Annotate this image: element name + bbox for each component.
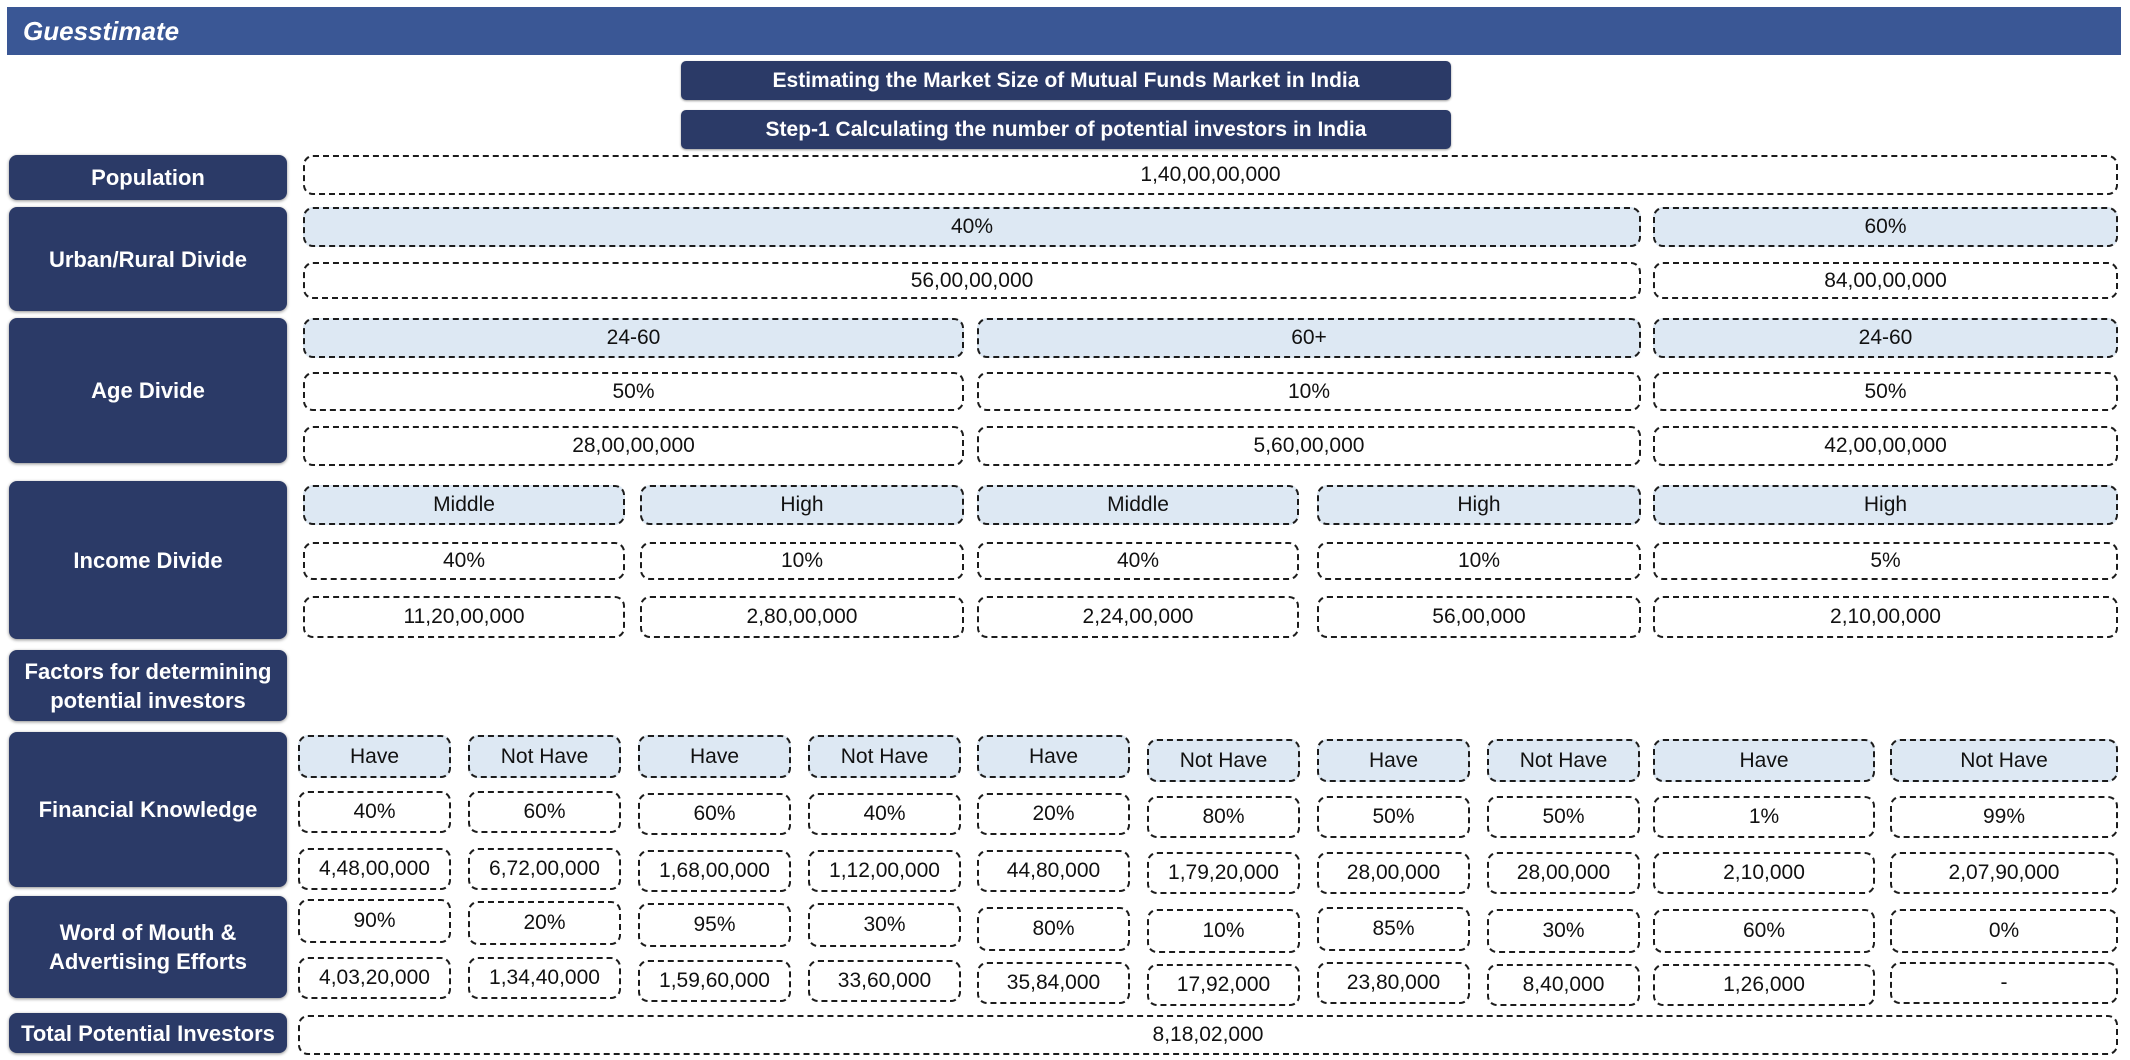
factors-label: Factors for determining potential investors	[9, 650, 287, 721]
age-count-2: 5,60,00,000	[977, 426, 1641, 466]
fk-count-1: 4,48,00,000	[298, 848, 451, 890]
wom-pct-4: 30%	[808, 903, 961, 947]
wom-pct-5: 80%	[977, 907, 1130, 951]
income-pct-4: 10%	[1317, 542, 1641, 580]
income-pct-2: 10%	[640, 542, 964, 580]
wom-count-4: 33,60,000	[808, 960, 961, 1002]
fk-pct-2: 60%	[468, 791, 621, 833]
wom-pct-6: 10%	[1147, 909, 1300, 953]
age-count-1: 28,00,00,000	[303, 426, 964, 466]
urban-pct: 40%	[303, 207, 1641, 247]
fk-count-6: 1,79,20,000	[1147, 852, 1300, 894]
wom-pct-3: 95%	[638, 903, 791, 947]
income-label-4: High	[1317, 485, 1641, 525]
wom-count-7: 23,80,000	[1317, 962, 1470, 1004]
fk-label-10: Not Have	[1890, 739, 2118, 782]
app-title-bar: Guesstimate	[7, 7, 2121, 55]
financial-knowledge-label: Financial Knowledge	[9, 732, 287, 887]
income-label-5: High	[1653, 485, 2118, 525]
fk-pct-9: 1%	[1653, 796, 1875, 838]
fk-count-5: 44,80,000	[977, 850, 1130, 892]
age-label-1: 24-60	[303, 318, 964, 358]
wom-count-3: 1,59,60,000	[638, 960, 791, 1002]
urban-count: 56,00,00,000	[303, 262, 1641, 299]
age-label-2: 60+	[977, 318, 1641, 358]
population-label: Population	[9, 155, 287, 200]
fk-pct-5: 20%	[977, 793, 1130, 835]
income-count-3: 2,24,00,000	[977, 596, 1299, 638]
main-heading: Estimating the Market Size of Mutual Funds Market in India	[681, 61, 1451, 100]
rural-pct: 60%	[1653, 207, 2118, 247]
wom-count-6: 17,92,000	[1147, 964, 1300, 1006]
fk-label-7: Have	[1317, 739, 1470, 782]
wom-count-1: 4,03,20,000	[298, 957, 451, 999]
fk-count-4: 1,12,00,000	[808, 850, 961, 892]
fk-count-9: 2,10,000	[1653, 852, 1875, 894]
wom-pct-7: 85%	[1317, 907, 1470, 951]
fk-pct-3: 60%	[638, 793, 791, 835]
fk-label-5: Have	[977, 735, 1130, 778]
rural-count: 84,00,00,000	[1653, 262, 2118, 299]
wom-pct-8: 30%	[1487, 909, 1640, 953]
income-pct-5: 5%	[1653, 542, 2118, 580]
total-investors-value: 8,18,02,000	[298, 1015, 2118, 1055]
income-count-2: 2,80,00,000	[640, 596, 964, 638]
income-count-4: 56,00,000	[1317, 596, 1641, 638]
income-label-1: Middle	[303, 485, 625, 525]
fk-pct-1: 40%	[298, 791, 451, 833]
fk-pct-4: 40%	[808, 793, 961, 835]
fk-label-8: Not Have	[1487, 739, 1640, 782]
income-count-5: 2,10,00,000	[1653, 596, 2118, 638]
wom-count-10: -	[1890, 962, 2118, 1004]
age-divide-label: Age Divide	[9, 318, 287, 463]
fk-pct-6: 80%	[1147, 796, 1300, 838]
word-of-mouth-label: Word of Mouth & Advertising Efforts	[9, 896, 287, 998]
wom-pct-9: 60%	[1653, 909, 1875, 953]
wom-pct-1: 90%	[298, 899, 451, 943]
fk-label-4: Not Have	[808, 735, 961, 778]
income-pct-1: 40%	[303, 542, 625, 580]
wom-pct-10: 0%	[1890, 909, 2118, 953]
age-pct-1: 50%	[303, 372, 964, 411]
wom-count-2: 1,34,40,000	[468, 957, 621, 999]
income-count-1: 11,20,00,000	[303, 596, 625, 638]
fk-count-10: 2,07,90,000	[1890, 852, 2118, 894]
fk-count-8: 28,00,000	[1487, 852, 1640, 894]
wom-count-5: 35,84,000	[977, 962, 1130, 1004]
income-label-2: High	[640, 485, 964, 525]
age-pct-2: 10%	[977, 372, 1641, 411]
wom-pct-2: 20%	[468, 901, 621, 945]
step-heading: Step-1 Calculating the number of potential investors in India	[681, 110, 1451, 149]
age-pct-3: 50%	[1653, 372, 2118, 411]
fk-count-2: 6,72,00,000	[468, 848, 621, 890]
fk-count-3: 1,68,00,000	[638, 850, 791, 892]
age-count-3: 42,00,00,000	[1653, 426, 2118, 466]
wom-count-8: 8,40,000	[1487, 964, 1640, 1006]
age-label-3: 24-60	[1653, 318, 2118, 358]
fk-pct-8: 50%	[1487, 796, 1640, 838]
fk-pct-7: 50%	[1317, 796, 1470, 838]
urban-rural-label: Urban/Rural Divide	[9, 207, 287, 311]
fk-label-9: Have	[1653, 739, 1875, 782]
fk-label-2: Not Have	[468, 735, 621, 778]
fk-pct-10: 99%	[1890, 796, 2118, 838]
fk-label-1: Have	[298, 735, 451, 778]
fk-label-3: Have	[638, 735, 791, 778]
fk-label-6: Not Have	[1147, 739, 1300, 782]
wom-count-9: 1,26,000	[1653, 964, 1875, 1006]
income-divide-label: Income Divide	[9, 481, 287, 639]
total-investors-label: Total Potential Investors	[9, 1013, 287, 1053]
income-label-3: Middle	[977, 485, 1299, 525]
income-pct-3: 40%	[977, 542, 1299, 580]
fk-count-7: 28,00,000	[1317, 852, 1470, 894]
population-value: 1,40,00,00,000	[303, 155, 2118, 195]
